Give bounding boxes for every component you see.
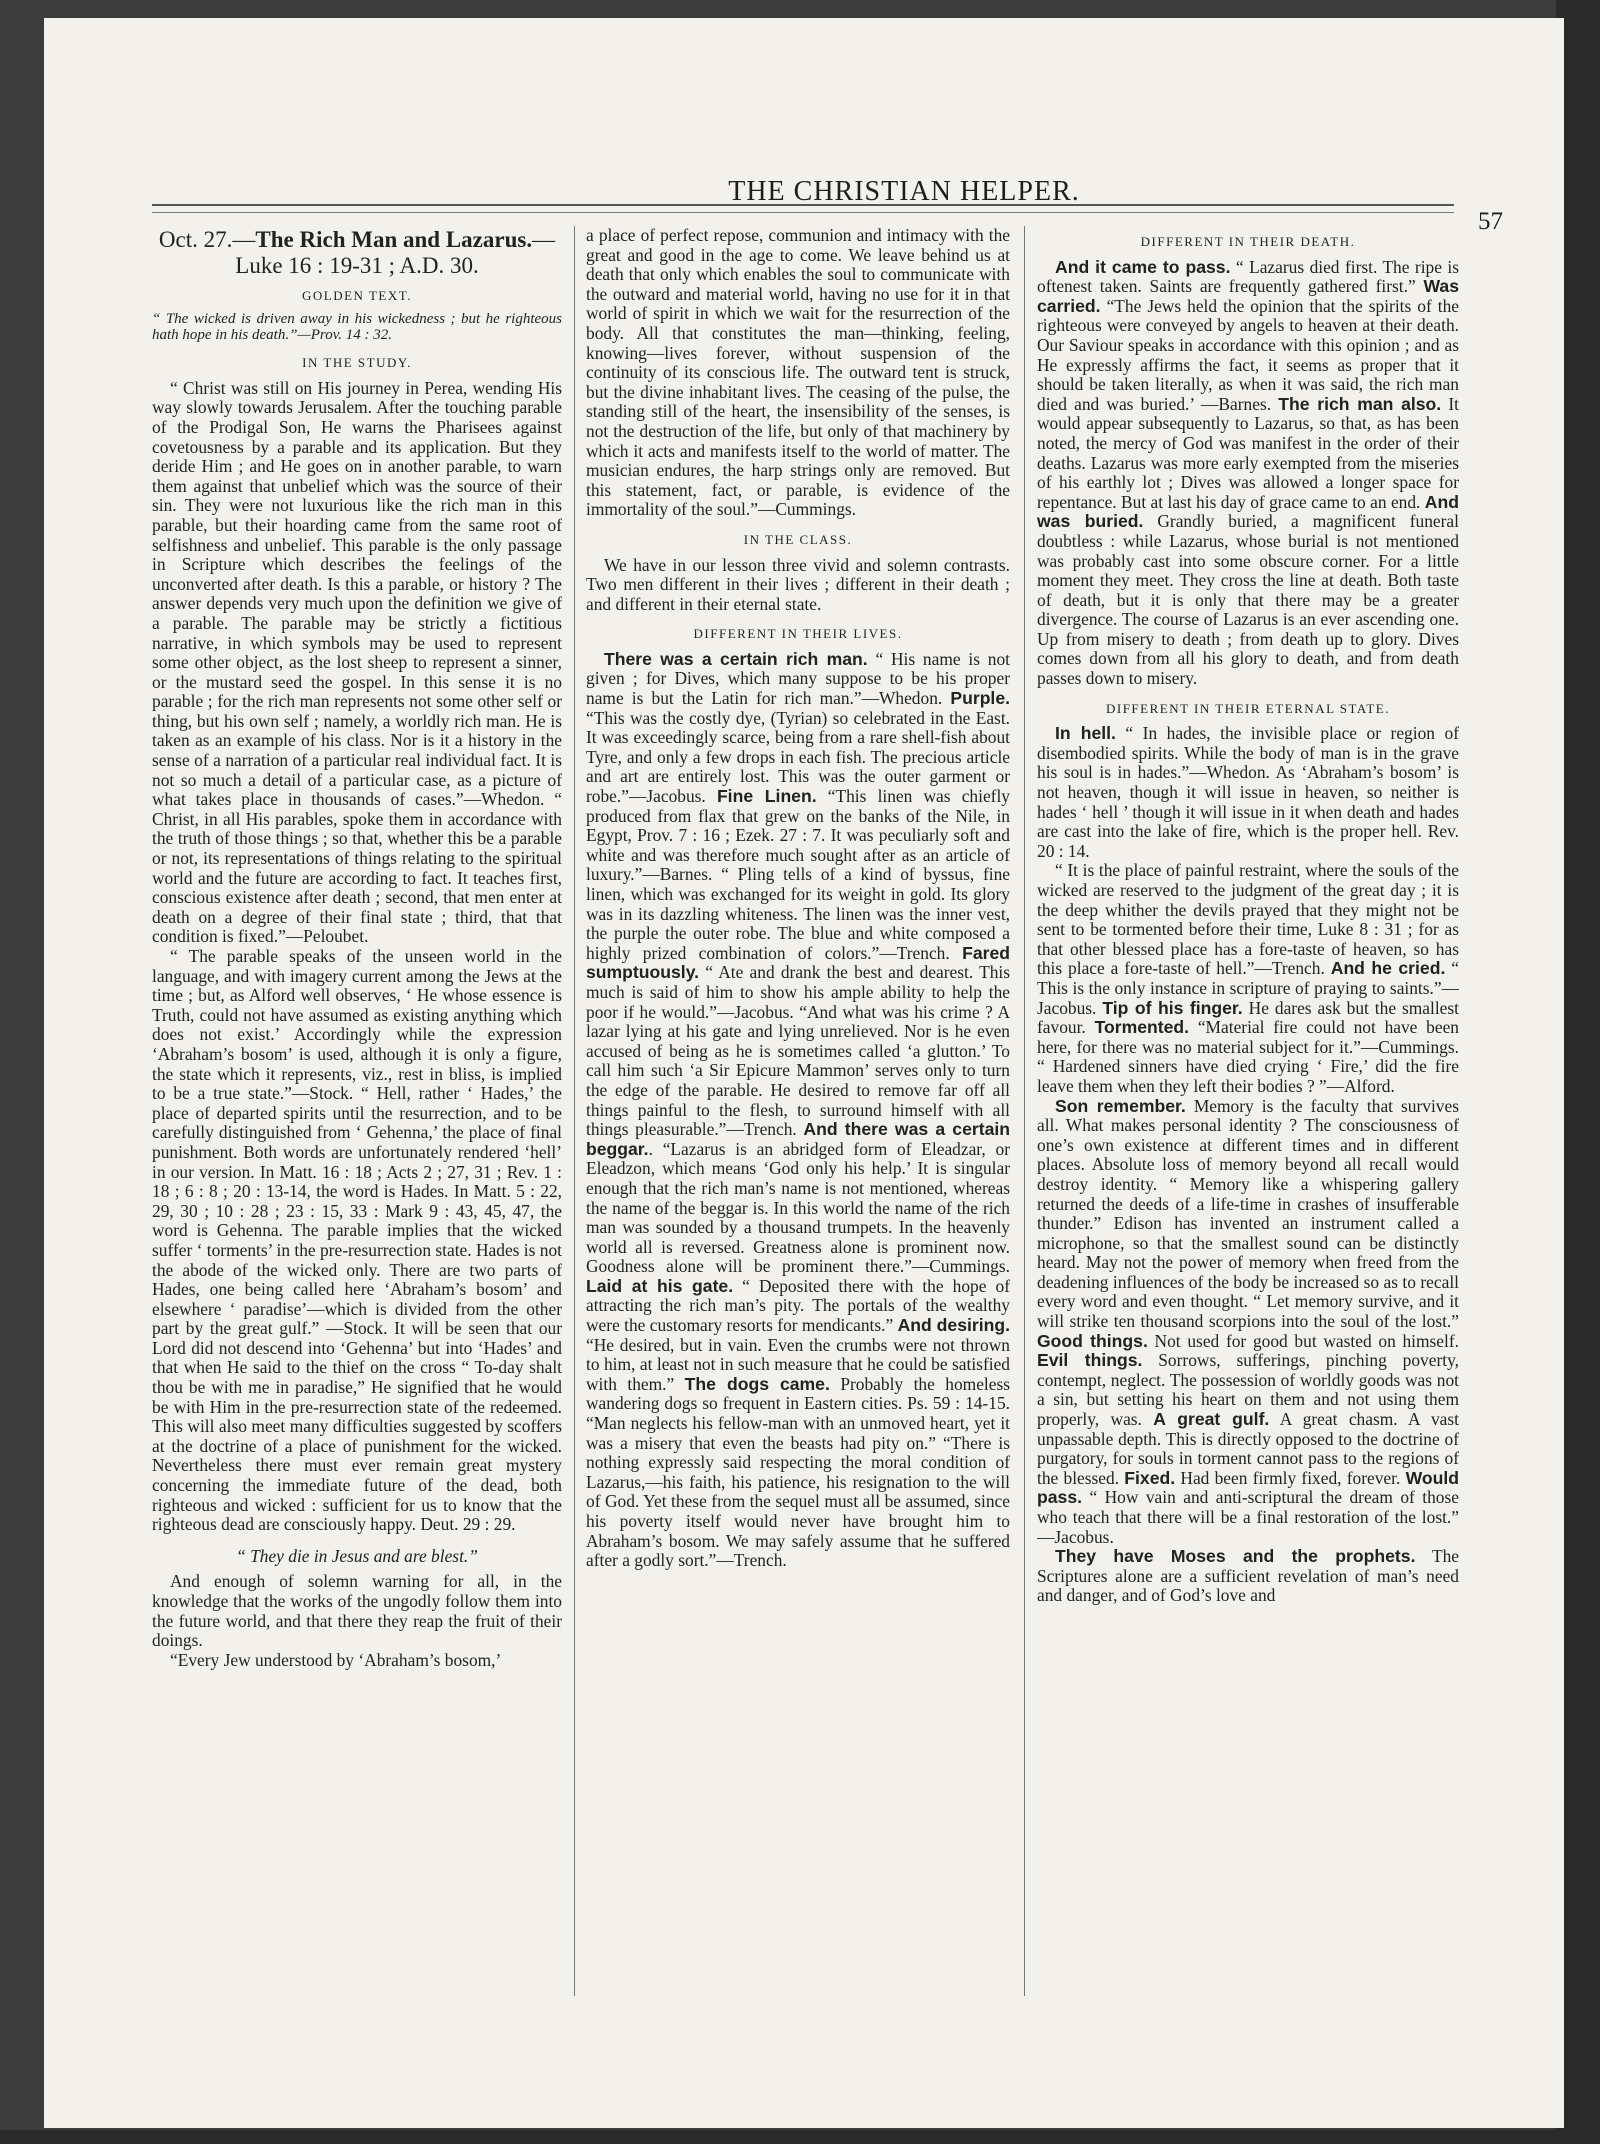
keyword: Fixed. bbox=[1124, 1467, 1176, 1488]
golden-text-quote: “ The wicked is driven away in his wickedness ; but he righteous hath hope in his death.”—Prov. 14 : 32. bbox=[152, 311, 562, 344]
commentary: . “Lazarus is an abridged form of Eleadzar, or Eleadzon, which means ‘God only his help.’ It is singular enough that the rich man’s name is not mentioned, whereas the name of the beggar is. In this world the name of the rich man was sounded by a thousand trumpets. In the heavenly world all is reversed. Greatness alone is prominent now. Goodness alone will be prominent there.”—Cummings. bbox=[586, 1138, 1010, 1277]
commentary: “ Ate and drank the best and dearest. This much is said of him to show his ample ability to help the poor if he would.”—Jacobus. “And what was his crime ? A lazar lying at his gate and lying unrelieved. Nor is he even accused of being as he is sometimes called ‘a glutton.’ To call him such ‘a Sir Epicure Mammon’ serves only to turn the edge of the parable. He desired to remove far off all things painful to the flesh, to surround himself with all things pleasurable.”—Trench. bbox=[586, 962, 1010, 1140]
continued-paragraph: a place of perfect repose, communion and intimacy with the great and good in the age to come. We leave behind us at death that only which enables the soul to communicate with the outward and material world, having no use for it in that world of spirit in which we wait for the resurrection of the body. All that constitutes the man—thinking, feeling, knowing—lives forever, without suspension of the continuity of its conscious life. The outward tent is struck, but the divine inhabitant lives. The ceasing of the pulse, the standing still of the heart, the insensibility of the senses, is not the destruction of the life, but only of that machinery by which it acts and manifests itself to the world of matter. The musician endures, the harp strings only are removed. But this statement, fact, or parable, is evidence of the immortality of the soul.”—Cummings. bbox=[586, 226, 1010, 520]
column-2 bbox=[586, 226, 1010, 2064]
keyword: Tormented. bbox=[1094, 1017, 1190, 1038]
eternal-paragraph bbox=[1037, 1097, 1459, 1548]
keyword: And it came to pass. bbox=[1055, 256, 1231, 277]
lives-heading: DIFFERENT IN THEIR LIVES. bbox=[693, 626, 903, 642]
keyword: And was buried. bbox=[1037, 491, 1459, 532]
class-heading: IN THE CLASS. bbox=[743, 531, 853, 547]
keyword: Son remember. bbox=[1055, 1095, 1186, 1116]
commentary: “ How vain and anti-scriptural the dream of those who teach that there will be a final restoration of the lost.” —Jacobus. bbox=[1037, 1487, 1459, 1547]
commentary: “ Deposited there with the hope of attracting the rich man’s pity. The portals of the wealthy were the customary resorts for mendicants.” bbox=[586, 1275, 1010, 1336]
commentary: “Material fire could not have been here, for there was no material subject for it.”—Cummings. “ Hardened sinners have died crying ‘ Fire,’ did the fire leave them when they left their bodies ? ”—Alford. bbox=[1037, 1017, 1459, 1096]
commentary: “This linen was chiefly produced from flax that grew on the banks of the Nile, in Egypt, Prov. 7 : 16 ; Ezek. 27 : 7. It was peculiarly soft and white and was therefore much sought after as an article of luxury.”—Barnes. “ Pling tells of a kind of byssus, fine linen, which was exchanged for its weight in gold. Its glory was in its dazzling whiteness. The linen was the inner vest, the purple the outer robe. The blue and white composed a highly prized combination of colors.”—Trench. bbox=[586, 786, 1010, 963]
header-rule-thin bbox=[152, 212, 1454, 213]
lesson-title bbox=[152, 226, 562, 254]
commentary: Had been firmly fixed, forever. bbox=[1175, 1467, 1406, 1488]
lives-paragraph bbox=[586, 650, 1010, 1571]
commentary: “He desired, but in vain. Even the crumbs were not thrown to him, at least not in such measure that he could be satisfied with them.” bbox=[586, 1334, 1010, 1394]
keyword: Purple. bbox=[950, 688, 1010, 709]
keyword: Good things. bbox=[1037, 1330, 1148, 1351]
keyword: Fared sumptuously. bbox=[586, 942, 1010, 983]
golden-text bbox=[152, 311, 562, 343]
page-header-title: THE CHRISTIAN HELPER. bbox=[728, 176, 1080, 207]
eternal-paragraph bbox=[1037, 861, 1459, 1096]
column-3 bbox=[1037, 226, 1459, 2064]
closing-paragraph: And enough of solemn warning for all, in the knowledge that the works of the ungodly follow them into the future world, and that there they reap the fruit of their doings. bbox=[152, 1571, 562, 1651]
keyword: Evil things. bbox=[1037, 1350, 1143, 1371]
header-rule bbox=[152, 204, 1454, 206]
keyword: Laid at his gate. bbox=[586, 1275, 734, 1296]
eternal-paragraph bbox=[1037, 1547, 1459, 1606]
keyword: Fine Linen. bbox=[716, 786, 817, 807]
commentary: “ Lazarus died first. The ripe is oftenest taken. Saints are frequently gathered first.” bbox=[1037, 256, 1459, 297]
column-divider bbox=[1024, 226, 1025, 1996]
commentary: “ It is the place of painful restraint, where the souls of the wicked are reserved to the judgment of the great day ; it is the deep whither the devils prayed that they might not be sent to be tormented before their time, Luke 8 : 31 ; for as that other blessed place has a fore-taste of heaven, so has this place a fore-taste of hell.”—Trench. bbox=[1037, 860, 1459, 979]
commentary: “ In hades, the invisible place or region of disembodied spirits. While the body of man is in the grave his soul is in hades.”—Whedon. As ‘Abraham’s bosom’ is not heaven, though it will issue in heaven, so neither is hades ‘ hell ’ though it will issue in it when death and hades are cast into the lake of fire, which is the proper hell. Rev. 20 : 14. bbox=[1037, 723, 1459, 861]
commentary: Not used for good but wasted on himself. bbox=[1147, 1330, 1459, 1351]
hymn-quote: “ They die in Jesus and are blest.” bbox=[236, 1545, 478, 1566]
commentary: It would appear subsequently to Lazarus, so that, as has been noted, the mercy of God was manifest in the order of their deaths. Lazarus was more early exempted from the miseries of his earthly lot ; Dives was allowed a longer space for repentance. But at last his day of grace came to an end. bbox=[1037, 393, 1459, 512]
keyword: The rich man also. bbox=[1278, 393, 1442, 414]
keyword: Would pass. bbox=[1037, 1467, 1459, 1508]
lesson-date: Oct. 27.— bbox=[158, 227, 256, 252]
class-paragraph: We have in our lesson three vivid and solemn contrasts. Two men different in their lives ; different in their death ; and different in their eternal state. bbox=[586, 554, 1010, 614]
death-paragraph bbox=[1037, 258, 1459, 689]
keyword: They have Moses and the prophets. bbox=[1055, 1546, 1416, 1567]
column-divider bbox=[574, 226, 575, 1996]
death-heading: DIFFERENT IN THEIR DEATH. bbox=[1140, 234, 1356, 249]
lesson-dash: — bbox=[532, 227, 556, 252]
keyword: Tip of his finger. bbox=[1102, 997, 1243, 1018]
closing-paragraph: “Every Jew understood by ‘Abraham’s bosom,’ bbox=[170, 1649, 502, 1670]
keyword: And there was a certain beggar. bbox=[586, 1119, 1010, 1159]
keyword: And desiring. bbox=[897, 1315, 1010, 1336]
study-paragraph: “ The parable speaks of the unseen world in the language, and with imagery current among the Jews at the time ; but, as Alford well observes, ‘ He whose essence is Truth, could not have assumed as existing anything which does not exist.’ Accordingly while the expression ‘Abraham’s bosom’ is used, although it is only a figure, the state which it represents, viz., rest in bliss, is implied to be a true state.”—Stock. “ Hell, rather ‘ Hades,’ the place of departed spirits until the resurrection, and to be carefully distinguished from ‘ Gehenna,’ the place of final punishment. Both words are unfortunately rendered ‘hell’ in our version. In Matt. 16 : 18 ; Acts 2 ; 27, 31 ; Rev. 1 : 18 ; 6 : 8 ; 20 : 13-14, the word is Hades. In Matt. 5 : 22, 29, 30 ; 10 : 28 ; 23 : 15, 33 : Mark 9 : 43, 45, 47, the word is Gehenna. The parable implies that the wicked suffer ‘ torments’ in the pre-resurrection state. Hades is not the abode of the wicked only. There are two parts of Hades, one being called here ‘Abraham’s bosom’ and elsewhere ‘ paradise’—which is divided from the other part by the great gulf.” —Stock. It will be seen that our Lord did not descend into ‘Gehenna’ but into ‘Hades’ and that when He said to the thief on the cross “ To-day shalt thou be with me in paradise,” He signified that he would be with Him in the pre-resurrection state of the redeemed. This will also meet many difficulties suggested by scoffers at the doctrine of a place of punishment for the wicked. Nevertheless there must ever remain great mystery concerning the immediate future of the dead, both righteous and wicked : sufficient for us to know that the righteous dead are consciously happy. Deut. 29 : 29. bbox=[152, 946, 562, 1535]
keyword: And he cried. bbox=[1330, 958, 1446, 979]
study-paragraph: “ Christ was still on His journey in Perea, wending His way slowly towards Jerusalem. After the touching parable of the Prodigal Son, He warns the Pharisees against covetousness by a parable and its application. But they deride Him ; and He goes on in another parable, to warn them against that unbelief which was the source of their sin. They were not luxurious like the rich man in this parable, but their hoarding came from the same root of selfishness and unbelief. This parable is the only passage in Scripture which describes the feelings of the unconverted after death. Is this a parable, or history ? The answer depends very much upon the definition we give of a parable. The parable may be strictly a fictitious narrative, in which symbols may be used to represent some other object, as the lost sheep to represent a sinner, or the mustard seed the gospel. In this sense it is no parable ; for the rich man represents not some other self or thing, but his own self ; namely, a worldly rich man. He is taken as an example of his class. Nor is it a history in the sense of a narration of a particular real individual fact. It is not so much a detail of a particular case, as a picture of what takes place in thousands of cases.”—Whedon. “ Christ, in all His parables, spoke them in accordance with the truth of those things ; so that, whether this be a parable or not, its representations of things relating to the spiritual world and the future are according to fact. It teaches first, conscious existence after death ; second, that men enter at death on a degree of their final state ; third, that that condition is fixed.”—Peloubet. bbox=[152, 377, 562, 947]
keyword: There was a certain rich man. bbox=[604, 648, 868, 669]
commentary: “ His name is not given ; for Dives, which many suppose to be his proper name is but the Latin for rich man.”—Whedon. bbox=[586, 648, 1010, 709]
commentary: He dares ask but the smallest favour. bbox=[1037, 997, 1459, 1038]
commentary: Probably the homeless wandering dogs so frequent in Eastern cities. Ps. 59 : 14-15. “Man neglects his fellow-man with an unmoved heart, yet it was a misery that even the beasts had pity on.” “There is nothing expressly said respecting the moral condition of Lazarus,—his faith, his patience, his resignation to the will of God. Yet these from the sequel must all be assumed, since his poverty itself would never have brought him to Abraham’s bosom. We may safely assume that he suffered after a godly sort.”—Trench. bbox=[586, 1373, 1010, 1571]
lesson-name: The Rich Man and Lazarus. bbox=[255, 227, 533, 252]
column-1 bbox=[152, 226, 562, 2064]
golden-text-heading: GOLDEN TEXT. bbox=[302, 287, 412, 303]
commentary: “ This is the only instance in scripture of praying to saints.”—Jacobus. bbox=[1037, 958, 1459, 1018]
keyword: In hell. bbox=[1055, 723, 1116, 744]
commentary: Memory is the faculty that survives all. What makes personal identity ? The consciousness of one’s own existence at different times and in different places. Absolute loss of memory beyond all recall would destroy identity. “ Memory like a whispering gallery returned the deeds of a life-time in crashes of insufferable thunder.” Edison has invented an instrument called a microphone, so that the smallest sound can be distinctly heard. May not the power of memory when freed from the deadening influences of the body be increased so as to recall every word and even thought. “ Let memory survive, and it will strike ten thousand scorpions into the soul of the lost.” bbox=[1037, 1095, 1459, 1332]
page-number: 57 bbox=[1478, 208, 1503, 235]
lesson-reference: Luke 16 : 19-31 ; A.D. 30. bbox=[235, 253, 479, 278]
eternal-heading: DIFFERENT IN THEIR ETERNAL STATE. bbox=[1105, 700, 1390, 716]
commentary: The Scriptures alone are a sufficient revelation of man’s need and danger, and of God’s love and bbox=[1037, 1546, 1459, 1606]
keyword: Was carried. bbox=[1037, 276, 1459, 316]
keyword: The dogs came. bbox=[684, 1373, 830, 1394]
commentary: “The Jews held the opinion that the spirits of the righteous were conveyed by angels to heaven at their death. Our Saviour speaks in accordance with this opinion ; and as He expressly affirms the fact, it seems as proper that it should be taken literally, as when it was said, the rich man died and was buried.’ —Barnes. bbox=[1037, 295, 1459, 414]
commentary: Sorrows, sufferings, pinching poverty, contempt, neglect. The possession of worldly goods was not a sin, but setting his heart on them and not using them properly, was. bbox=[1037, 1350, 1459, 1430]
eternal-paragraph bbox=[1037, 724, 1459, 861]
keyword: A great gulf. bbox=[1153, 1409, 1270, 1430]
study-heading: IN THE STUDY. bbox=[302, 355, 412, 371]
commentary: “This was the costly dye, (Tyrian) so celebrated in the East. It was exceedingly scarce, being from a rare shell-fish about Tyre, and only a few drops in each fish. The precious article and art are entirely lost. This was the outer garment or robe.”—Jacobus. bbox=[586, 707, 1010, 807]
commentary: A great chasm. A vast unpassable depth. This is directly opposed to the doctrine of purgatory, for souls in torment cannot pass to the regions of the blessed. bbox=[1037, 1409, 1459, 1488]
commentary: Grandly buried, a magnificent funeral doubtless : while Lazarus, whose burial is not mentioned was probably cast into some obscure corner. For a little moment they meet. They cross the line at death. Both taste of death, but it is only that there may be a greater divergence. The course of Lazarus is an ever ascending one. Up from misery to death ; from death up to glory. Dives comes down from all his glory to death, and from death passes down to misery. bbox=[1037, 511, 1459, 689]
